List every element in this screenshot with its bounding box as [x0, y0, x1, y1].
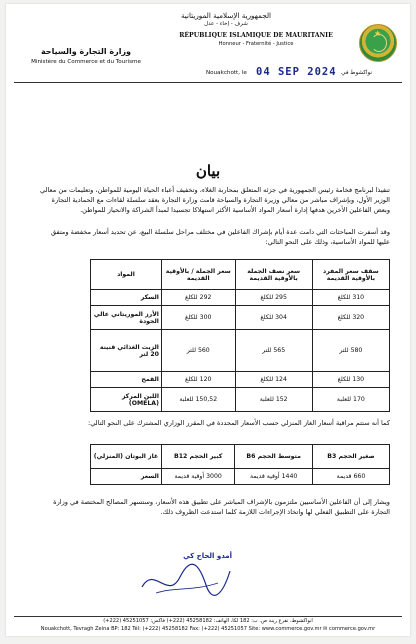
table-row: [91, 388, 390, 412]
footer-divider: [14, 616, 402, 617]
gas-header-butane: غاز البوتان (المنزلي): [91, 445, 162, 469]
table-row: [91, 290, 390, 306]
prices-header-material: المواد: [91, 260, 162, 290]
wholesale-cell: 300 للكلغ: [161, 306, 235, 330]
document-title: بيان: [195, 162, 221, 180]
motto-ar: شرف - إخاء - عدل: [204, 21, 248, 27]
ministry-name-fr: Ministère du Commerce et du Tourisme: [31, 59, 141, 65]
wholesale-cell: 560 للتر: [161, 330, 235, 372]
result-paragraph: وقد أسفرت المباحثات التي دامت عدة أيام بإشراك الفاعلين في مختلف مراحل سلسلة البيع، عن تحديد أسعار مخفضة ومتفق عليها للمواد الأساسية، وذلك على النحو التالي:: [50, 228, 390, 246]
signatory-name: أمدو الحاج كي: [183, 552, 232, 560]
gas-price-label-cell: السعر: [91, 469, 162, 485]
semi-wholesale-cell: 295 للكلغ: [235, 290, 312, 306]
footer-contact-ar: انواكشوط، تفرغ زينة ص. ب: 182 لكا، الهاتف: 45258182 (222+) فاكس: 45251057 (222+): [103, 618, 313, 624]
national-emblem-icon: ★: [359, 24, 397, 62]
table-row: [91, 469, 390, 485]
republic-name-ar: الجمهورية الإسلامية الموريتانية: [180, 11, 272, 20]
prices-table: [90, 259, 390, 412]
gas-header-b3: B3 صغير الحجم: [312, 445, 389, 469]
gas-b6-price-cell: 1440 أوقية قديمة: [235, 469, 313, 485]
date-stamp: 04 SEP 2024: [256, 66, 337, 78]
handwritten-signature: [134, 557, 234, 607]
header-divider: [14, 82, 402, 83]
retail-cell: 320 للكلغ: [312, 306, 389, 330]
material-cell: اللبن المركز (OMELA): [91, 388, 162, 412]
prices-table-header-row: [91, 260, 390, 290]
footer-contact-fr: Nouakchott, Tevragh Zeina BP: 182 Tél: (+222) 45258182 Fax: (+222) 45251057 Site: www.commerce.gov.mr ✉ commerce.gov.mr: [40, 626, 376, 632]
prices-header-retail-cap: سقف سعر المفرد بالأوقية القديمة: [312, 260, 389, 290]
semi-wholesale-cell: 304 للكلغ: [235, 306, 312, 330]
material-cell: الزيت الغذائي قنينة 20 لتر: [91, 330, 162, 372]
intro-paragraph: تنفيذا لبرنامج فخامة رئيس الجمهورية في جزئه المتعلق بمحاربة الغلاء، وتخفيف أعباء الحياة اليومية للمواطن، وتعليمات من معالي الوزير الأول، وبإشراف مباشر من معالي وزيرة التجارة والسياحة قامت وزارة التجارة بعقد سلسلة لقاءات مع الحمادية التجارة وبعض الفاعلين الأخرين هدفها إدارة أسعار المواد الأساسية الأكثر استهلاكا تجسيدا لمبدأ الشراكة والانحياز للمواطن.: [40, 186, 390, 214]
material-cell: السكر: [91, 290, 162, 306]
table-row: [91, 306, 390, 330]
wholesale-cell: 292 للكلغ: [161, 290, 235, 306]
retail-cell: 130 للكلغ: [312, 372, 389, 388]
gas-table: [90, 444, 390, 485]
closing-paragraph: ويشار إلى أن الفاعلين الأساسيين ملتزمون بالإشراف المباشر على تطبيق هذه الأسعار، وستسهر المصالح المختصة في وزارة التجارة على التطبيق الفعلي لها واتخاذ الإجراءات اللازمة كلما استدعت الظروف ذلك.: [53, 498, 390, 516]
republic-name-fr: RÉPUBLIQUE ISLAMIQUE DE MAURITANIE: [179, 32, 333, 39]
prices-header-semi-wholesale: سعر نصف الجملة بالأوقية القديمة: [235, 260, 312, 290]
material-cell: الأرز الموريتاني عالي الجودة: [91, 306, 162, 330]
gas-header-b12: B12 كبير الحجم: [161, 445, 234, 469]
wholesale-cell: 120 للكلغ: [161, 372, 235, 388]
document-page: [6, 4, 410, 636]
gas-b3-price-cell: 660 قديمة: [312, 469, 389, 485]
retail-cell: 310 للكلغ: [312, 290, 389, 306]
gas-header-b6: B6 متوسط الحجم: [235, 445, 313, 469]
gas-intro-paragraph: كما أنه ستتم مراقبة أسعار الغاز المنزلي حسب الأسعار المحددة في المقرر الوزاري المشترك على النحو التالي:: [87, 419, 390, 427]
semi-wholesale-cell: 124 للكلغ: [235, 372, 312, 388]
gas-table-header-row: [91, 445, 390, 469]
table-row: [91, 330, 390, 372]
place-label-ar: نواكشوط في: [341, 70, 372, 76]
semi-wholesale-cell: 152 للعلبة: [235, 388, 312, 412]
place-label-fr: Nouakchott, le: [206, 70, 247, 76]
table-row: [91, 372, 390, 388]
wholesale-cell: 150,52 للعلبة: [161, 388, 235, 412]
gas-b12-price-cell: 3000 أوقية قديمة: [161, 469, 234, 485]
material-cell: القمح: [91, 372, 162, 388]
retail-cell: 170 للعلبة: [312, 388, 389, 412]
motto-fr: Honneur - Fraternité - Justice: [218, 41, 294, 47]
semi-wholesale-cell: 565 للتر: [235, 330, 312, 372]
prices-header-wholesale: سعر الجملة / بالأوقية القديمة: [161, 260, 235, 290]
ministry-name-ar: وزارة التجارة والسياحة: [40, 47, 132, 56]
retail-cell: 580 للتر: [312, 330, 389, 372]
